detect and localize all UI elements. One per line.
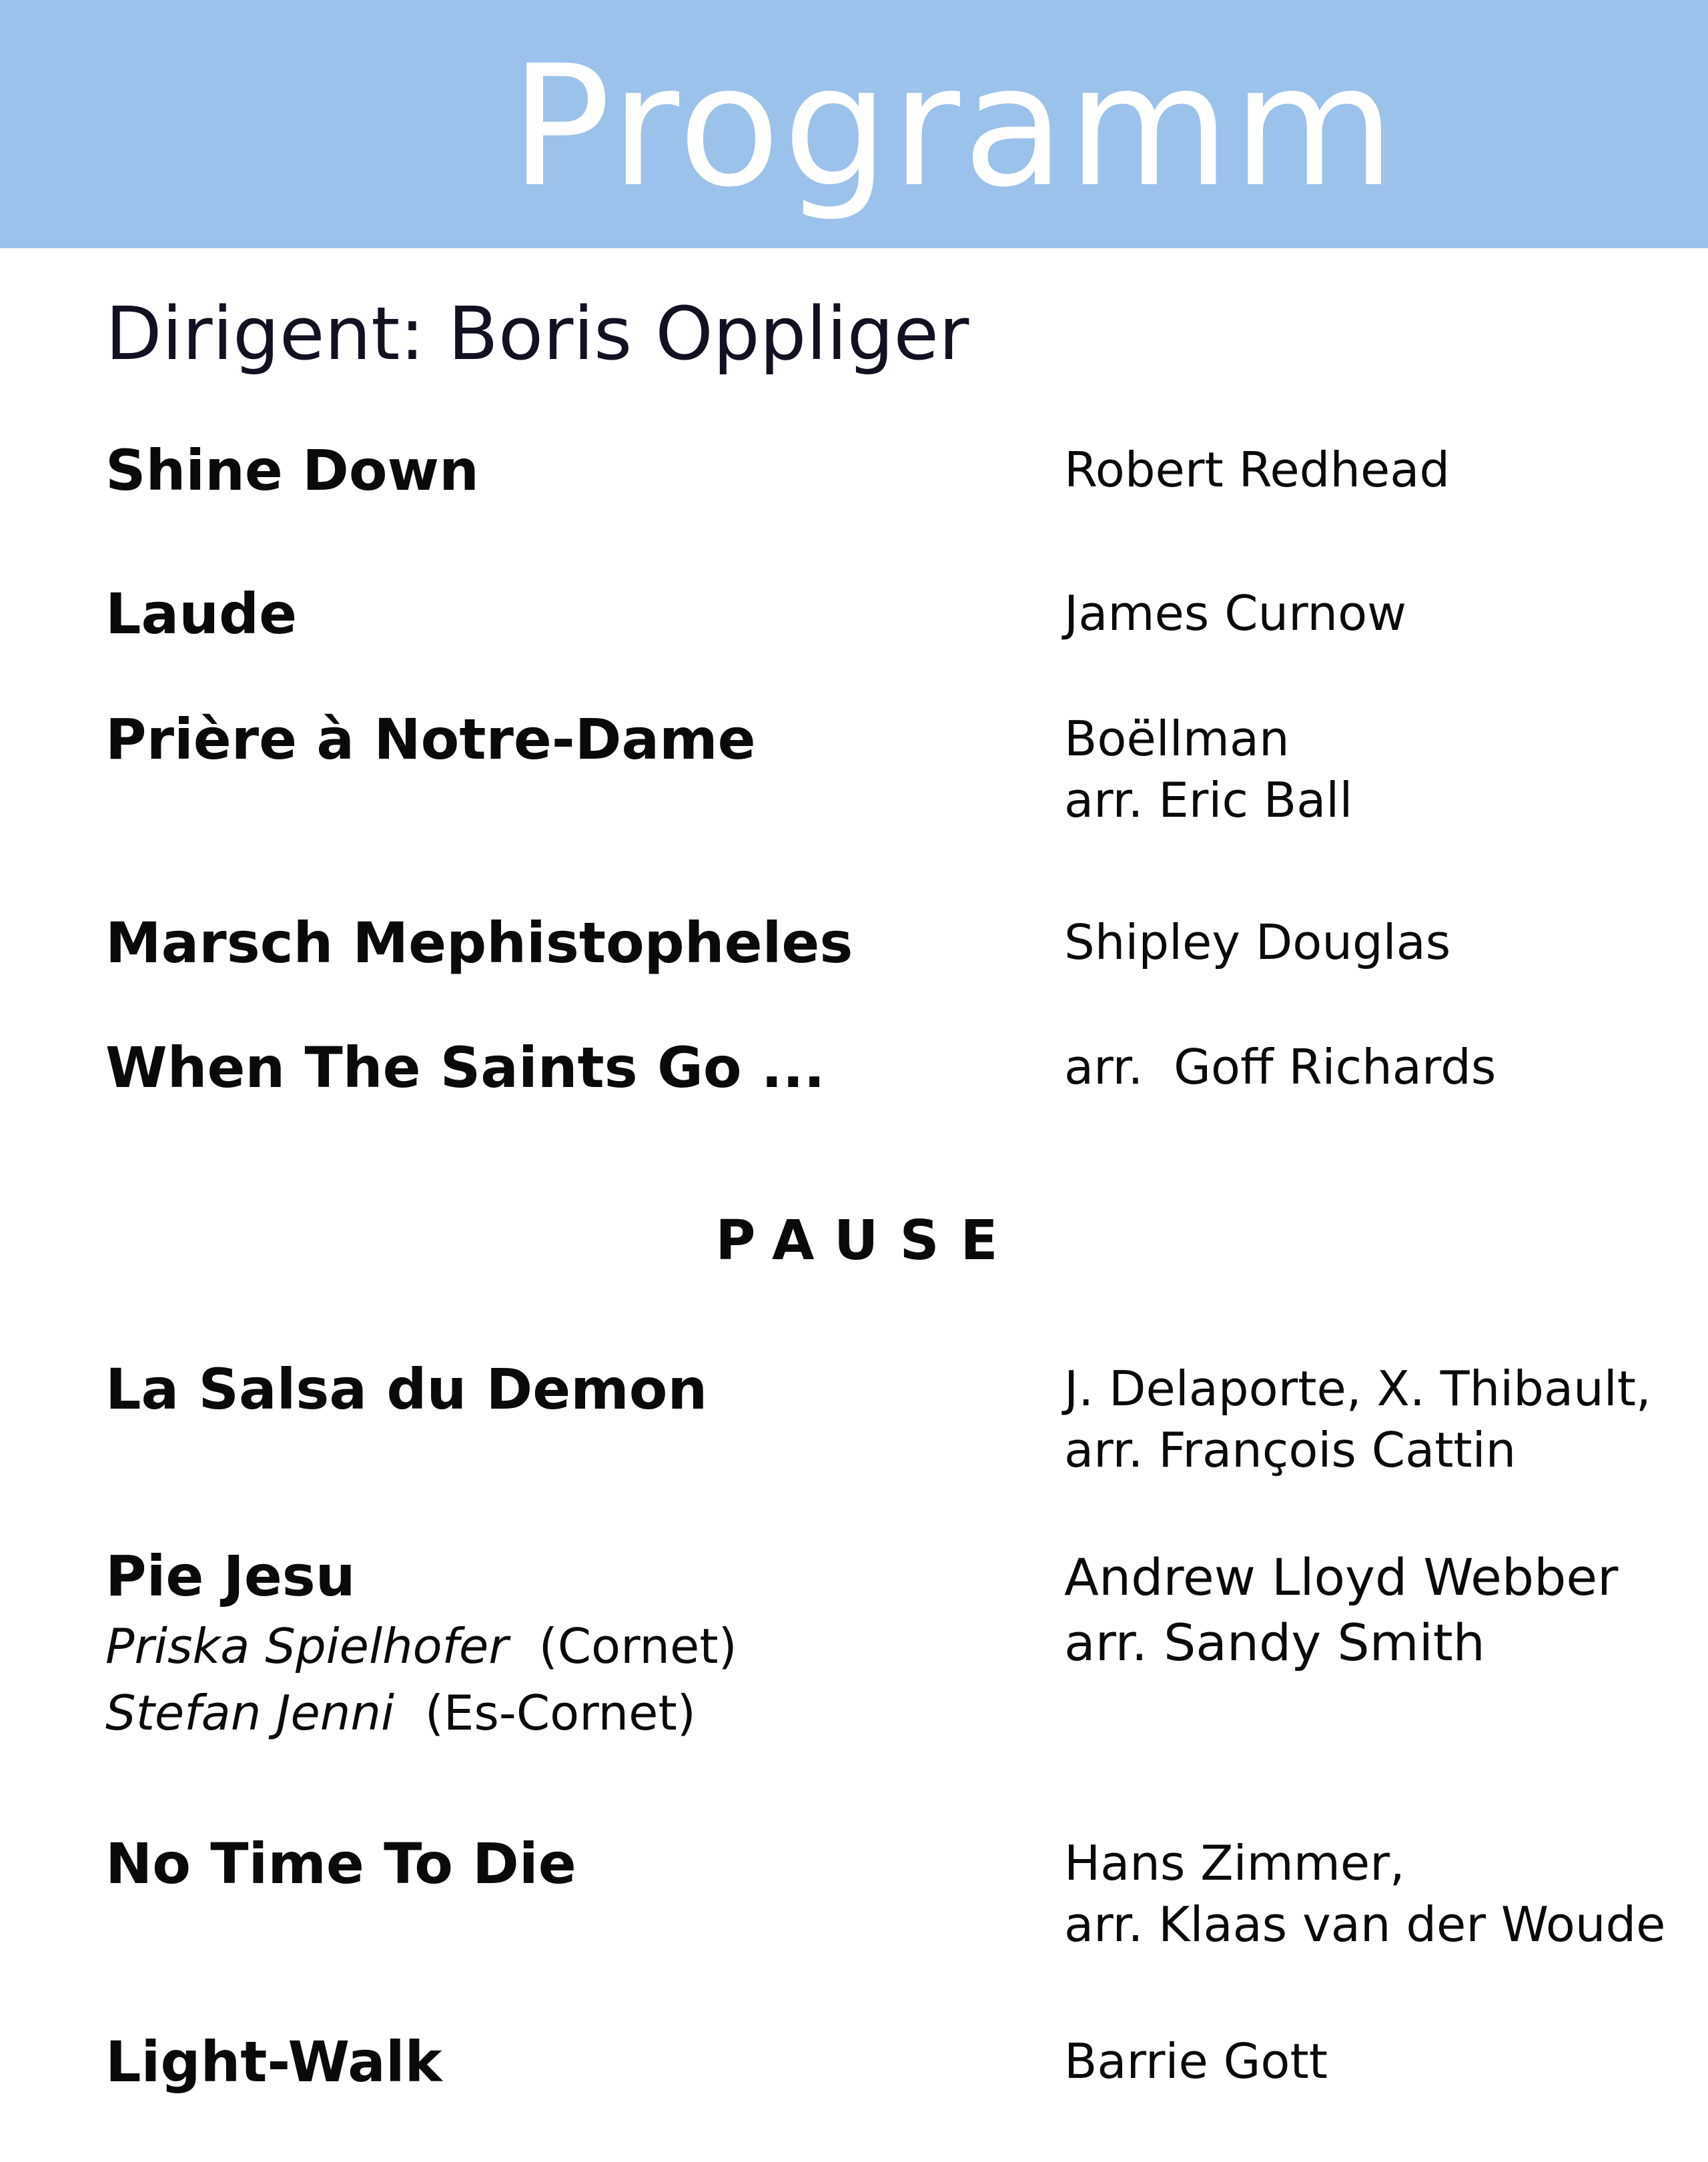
piece-title: Marsch Mephistopheles: [105, 910, 853, 976]
piece-title: La Salsa du Demon: [105, 1357, 708, 1422]
composer-block: [1064, 1036, 1496, 1098]
composer-line: Barrie Gott: [1064, 2033, 1328, 2089]
composer-line: Boëllman: [1064, 711, 1290, 767]
soloist-line: [105, 1680, 737, 1746]
composer-block: [1064, 1545, 1618, 1676]
conductor-line: Dirigent: Boris Oppliger: [105, 291, 969, 376]
piece-title: When The Saints Go ...: [105, 1035, 825, 1100]
soloist-instrument: (Es-Cornet): [424, 1685, 696, 1741]
piece-title: Shine Down: [105, 438, 479, 503]
composer-line: arr. Eric Ball: [1064, 772, 1353, 828]
composer-line: James Curnow: [1064, 585, 1406, 641]
pause-label: PAUSE: [715, 1209, 1019, 1273]
soloist-list: [105, 1613, 737, 1746]
piece-title: Light-Walk: [105, 2029, 442, 2095]
composer-block: [1064, 1832, 1665, 1955]
composer-line: J. Delaporte, X. Thibault,: [1064, 1361, 1651, 1417]
page-title: Programm: [510, 29, 1398, 224]
composer-block: [1064, 912, 1450, 973]
composer-block: [1064, 583, 1406, 644]
composer-block: [1064, 1358, 1651, 1481]
soloist-instrument: (Cornet): [538, 1618, 737, 1674]
composer-block: [1064, 439, 1450, 500]
soloist-line: [105, 1613, 737, 1680]
piece-title: Laude: [105, 581, 298, 647]
composer-line: arr. François Cattin: [1064, 1422, 1517, 1478]
composer-line: Andrew Lloyd Webber: [1064, 1547, 1619, 1607]
piece-title: No Time To Die: [105, 1831, 576, 1896]
composer-block: [1064, 708, 1352, 831]
composer-block: [1064, 2031, 1328, 2092]
composer-line: arr. Goff Richards: [1064, 1039, 1497, 1095]
soloist-name: Stefan Jenni: [105, 1685, 395, 1741]
composer-line: arr. Sandy Smith: [1064, 1613, 1485, 1672]
soloist-name: Priska Spielhofer: [105, 1618, 508, 1674]
header-band: [0, 0, 1708, 248]
composer-line: Robert Redhead: [1064, 442, 1450, 498]
composer-line: Shipley Douglas: [1064, 914, 1451, 970]
composer-line: Hans Zimmer,: [1064, 1835, 1405, 1891]
piece-title: Pie Jesu: [105, 1543, 356, 1609]
piece-title: Prière à Notre-Dame: [105, 707, 756, 772]
composer-line: arr. Klaas van der Woude: [1064, 1896, 1666, 1952]
